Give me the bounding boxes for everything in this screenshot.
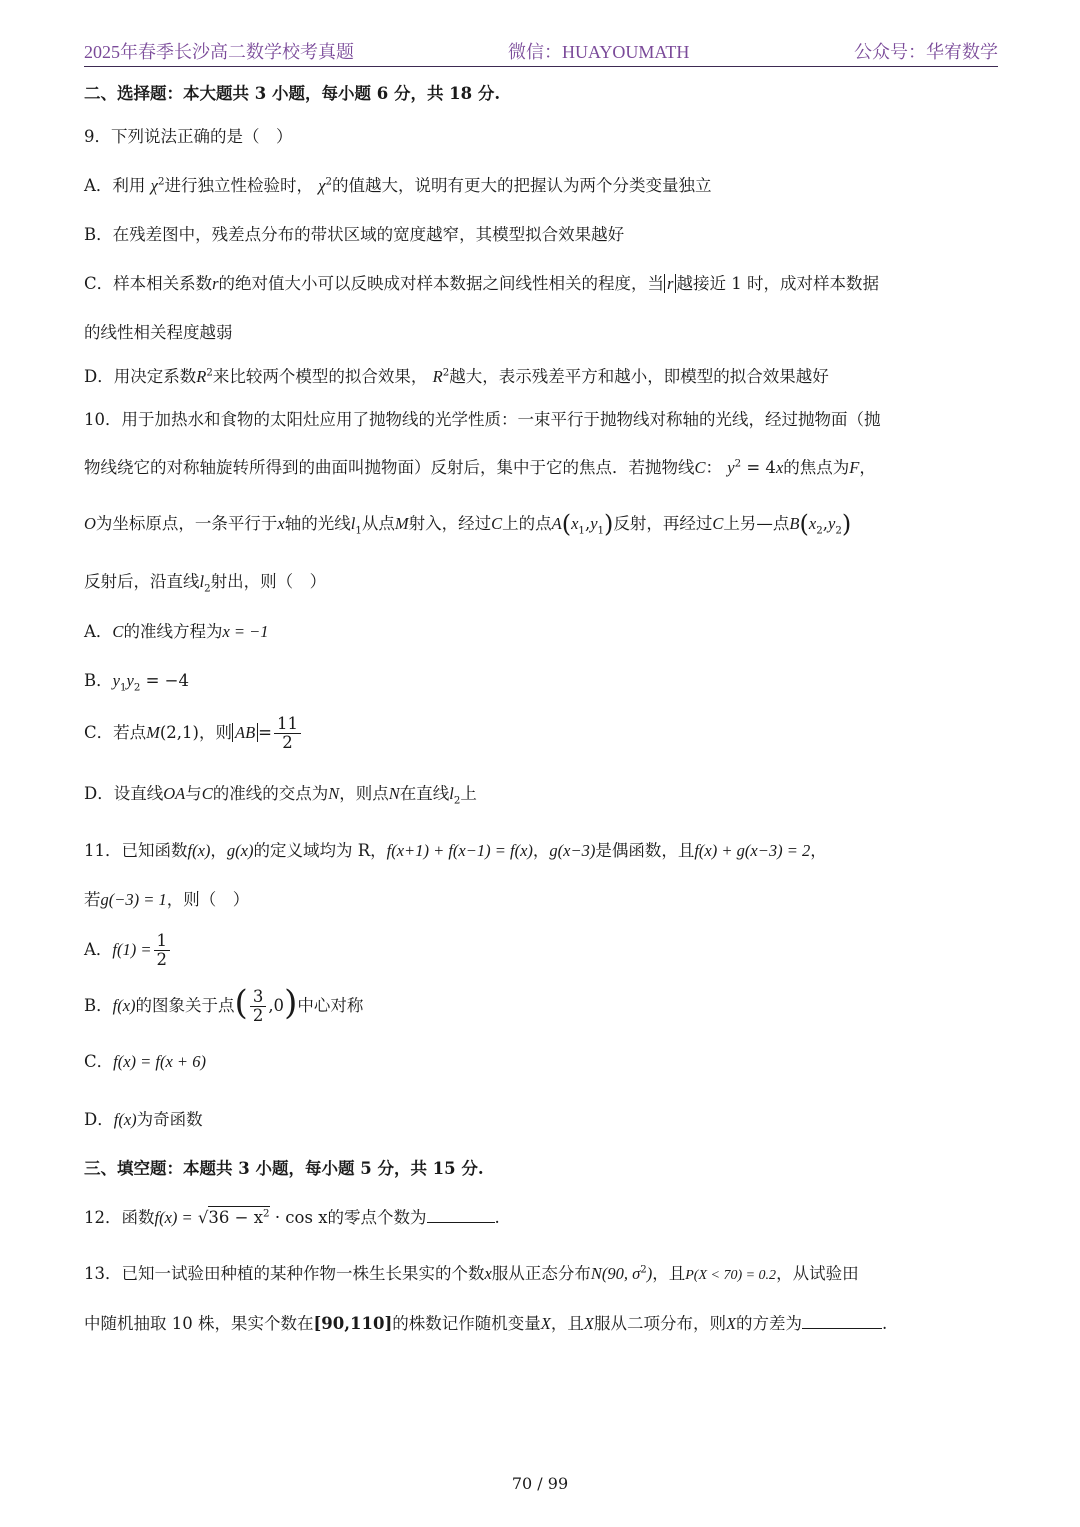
q10-line-1: 10．用于加热水和食物的太阳灶应用了抛物线的光学性质：一束平行于抛物线对称轴的光线，经过抛物面（抛 (84, 410, 881, 429)
page-header (84, 38, 998, 67)
q11-option-d: D．f(x)为奇函数 (84, 1110, 203, 1129)
section2-title: 二、选择题：本大题共 3 小题，每小题 6 分，共 18 分. (84, 84, 501, 103)
q11-line-2: 若g(−3) = 1，则（ ） (84, 890, 250, 909)
q11-line-1: 11．已知函数f(x)，g(x)的定义域均为 R，f(x+1) + f(x−1) = f(x)，g(x−3)是偶函数，且f(x) + g(x−3) = 2， (84, 841, 827, 860)
q10-option-a: A．C的准线方程为x = −1 (84, 622, 269, 641)
header-center: 微信：HUAYOUMATH (508, 42, 690, 62)
q10-option-c: C．若点M(2,1)，则 AB = $\frac{11}{2}$ (84, 715, 303, 752)
q11-option-c: C．f(x) = f(x + 6) (84, 1052, 206, 1071)
q13-line-2: 中随机抽取 10 株，果实个数在[90,110]的株数记作随机变量X，且X服从二项分布，则X的方差为 . (84, 1314, 888, 1333)
q13-line-1: 13．已知一试验田种植的某种作物一株生长果实的个数x服从正态分布N(90, $\sigma^2$)，且P(X < 70) = 0.2，从试验田 (84, 1264, 859, 1283)
q10-line-4: 反射后，沿直线$l_2$射出，则（ ） (84, 572, 327, 595)
q9-option-c: C．样本相关系数r的绝对值大小可以反映成对样本数据之间线性相关的程度，当 r 越接近 1 时，成对样本数据 (84, 274, 879, 293)
q9-option-b: B．在残差图中，残差点分布的带状区域的宽度越窄，其模型拟合效果越好 (84, 225, 625, 244)
q9-option-a: A．利用 $\chi^2$进行独立性检验时， $\chi^2$的值越大，说明有更大的把握认为两个分类变量独立 (84, 176, 712, 195)
header-right: 公众号：华宥数学 (854, 42, 998, 62)
section3-title: 三、填空题：本题共 3 小题，每小题 5 分，共 15 分. (84, 1159, 484, 1178)
q10-line-3: O为坐标原点，一条平行于x轴的光线$l_1$从点M射入，经过C上的点$A(x_1,y_1)$反射，再经过C上另—点$B(x_2,y_2)$ (84, 510, 852, 538)
q9-option-c-cont: 的线性相关程度越弱 (84, 323, 233, 342)
q10-line-2: 物线绕它的对称轴旋转所得到的曲面叫抛物面）反射后，集中于它的焦点．若抛物线C： $y^2 = 4x$的焦点为F， (84, 458, 876, 477)
q11-option-b: B．f(x)的图象关于点( $\frac{3}{2}$ ,0)中心对称 (84, 983, 364, 1026)
q9-stem: 9．下列说法正确的是（ ） (84, 127, 293, 146)
q10-option-b: B．$y_1y_2 = -4$ (84, 671, 189, 694)
q12: 12．函数$f(x) = √36 - x^2 \cdot \cos x$的零点个数为 . (84, 1208, 500, 1227)
header-left: 2025年春季长沙高二数学校考真题 (84, 42, 354, 62)
q12-answer-blank[interactable] (427, 1208, 495, 1223)
q11-option-a: A．f(1) = $\frac{1}{2}$ (84, 932, 172, 969)
page-number: 70 / 99 (511, 1474, 569, 1493)
q9-option-d: D．用决定系数$R^2$来比较两个模型的拟合效果， $R^2$越大，表示残差平方和越小，即模型的拟合效果越好 (84, 367, 829, 386)
q10-option-d: D．设直线OA与C的准线的交点为N，则点N在直线$l_2$上 (84, 784, 477, 807)
q13-answer-blank[interactable] (802, 1314, 882, 1329)
